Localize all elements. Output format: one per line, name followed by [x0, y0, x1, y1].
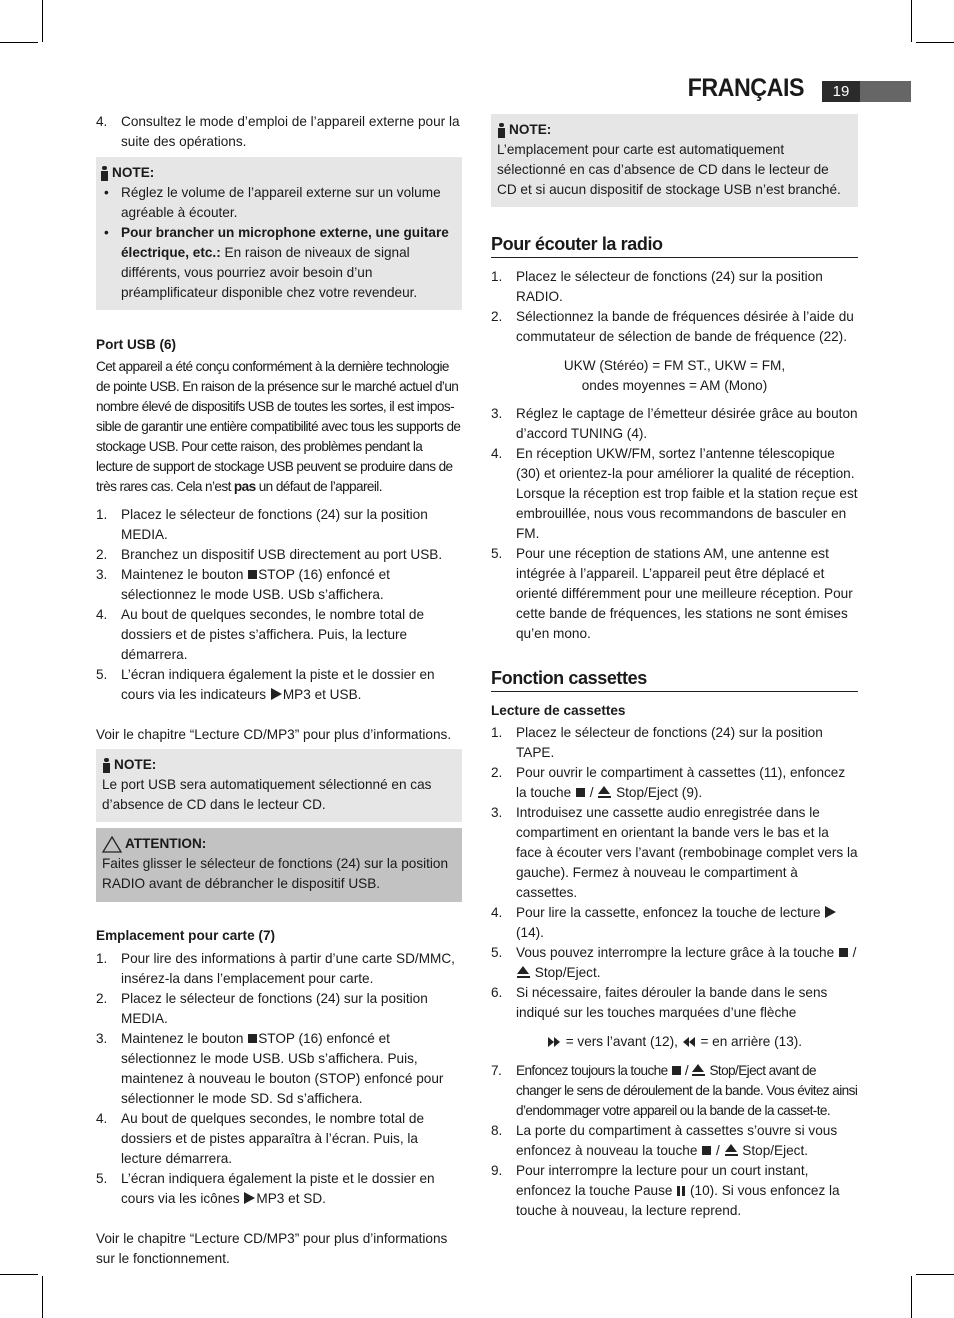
eject-icon — [725, 1144, 738, 1156]
direction-line: = vers l’avant (12), = en arrière (13). — [491, 1032, 858, 1052]
list-item: 1. Placez le sélecteur de fonctions (24) sur la position TAPE. — [491, 725, 823, 760]
warning-icon — [102, 836, 122, 853]
eject-icon — [598, 786, 611, 798]
stop-icon — [702, 1146, 711, 1155]
paragraph: Cet appareil a été conçu conformément à la dernière technologie de pointe USB. En raison de la présence sur le marché actuel d’un nombre élevé de dispositifs USB de toutes les sortes, il est impossible de garantir une entière compatibilité avec tous les supports de stockage USB. Pour cette raison, des problèmes pendant la lecture de support de stockage USB peuvent se produire dans de très rares cas. Cela n’est pas un défaut de l’appareil. — [96, 359, 461, 494]
list-item: 5. Pour une réception de stations AM, une antenne est intégrée à l’appareil. L’appareil peut être déplacé et orienté différemment pour une meilleure réception. Pour cette bande de fréquences, les stations ne sont émises qu’en mono. — [491, 546, 853, 641]
list-item: 4. Pour lire la cassette, enfoncez la touche de lecture (14). — [491, 903, 858, 943]
list-item: 2. Sélectionnez la bande de fréquences désirée à l’aide du commutateur de sélection de bande de fréquence (22). — [491, 309, 854, 344]
page-language-title: FRANÇAIS — [687, 74, 804, 102]
band-line: ondes moyennes = AM (Mono) — [581, 378, 768, 393]
section-subtitle: Port USB (6) — [96, 337, 177, 352]
stop-icon — [839, 948, 848, 957]
list-item: 7. Enfoncez toujours la touche / Stop/Eject avant de changer le sens de déroulement de la bande. Vous évitez ainsi d’endommager votre appareil ou la bande de la casset-te. — [491, 1063, 858, 1118]
crop-mark — [916, 1274, 954, 1275]
list-item: 3. Maintenez le bouton STOP (16) enfoncé et sélectionnez le mode USB. USb s’affichera. Puis, maintenez à nouveau le bouton (STOP) enfoncé pour sélectionner le mode SD. Sd s’affichera. — [96, 1031, 444, 1106]
note-box: NOTE: • Réglez le volume de l’appareil externe sur un volume agréable à écouter. • Pour brancher un microphone externe, une guitare électrique, etc.: En raison de niveaux de signal différents, vous pourriez avoir besoin d’un préamplificateur disponible chez votre revendeur. — [96, 157, 462, 310]
note-box: NOTE: L’emplacement pour carte est automatiquement sélectionné en cas d’absence de CD dans le lecteur de CD et si aucun dispositif de stockage USB n’est branché. — [491, 114, 858, 207]
stop-icon — [672, 1066, 681, 1075]
stop-icon — [248, 570, 257, 579]
eject-icon — [517, 966, 530, 978]
list-item: 5. Vous pouvez interrompre la lecture grâce à la touche / Stop/Eject. — [491, 945, 857, 980]
card-steps — [96, 949, 462, 1209]
radio-steps-continued — [491, 404, 858, 644]
eject-icon — [692, 1064, 705, 1076]
rewind-icon — [683, 1037, 696, 1047]
list-item: 3. Maintenez le bouton STOP (16) enfoncé et sélectionnez le mode USB. USb s’affichera. — [96, 567, 390, 602]
crop-mark — [42, 0, 43, 42]
crop-mark — [0, 42, 38, 43]
attention-box: ATTENTION: Faites glisser le sélecteur de fonctions (24) sur la position RADIO avant de débrancher le dispositif USB. — [96, 828, 462, 902]
note-box: NOTE: Le port USB sera automatiquement sélectionné en cas d’absence de CD dans le lecteur CD. — [96, 749, 462, 822]
list-item: 5. L’écran indiquera également la piste et le dossier en cours via les icônes MP3 et SD. — [96, 1171, 435, 1206]
list-item: 4. Consultez le mode d’emploi de l’appareil externe pour la suite des opérations. — [96, 114, 460, 149]
list-item: 2. Placez le sélecteur de fonctions (24) sur la position MEDIA. — [96, 991, 428, 1026]
right-column — [491, 114, 858, 1221]
list-item: 1. Placez le sélecteur de fonctions (24) sur la position MEDIA. — [96, 507, 428, 542]
crop-mark — [42, 1276, 43, 1318]
stop-icon — [248, 1034, 257, 1043]
paragraph: Voir le chapitre “Lecture CD/MP3” pour plus d’informations sur le fonctionnement. — [96, 1231, 448, 1266]
play-icon — [244, 1192, 255, 1204]
list-item: 5. L’écran indiquera également la piste et le dossier en cours via les indicateurs MP3 et USB. — [96, 667, 435, 702]
list-item: 1. Placez le sélecteur de fonctions (24) sur la position RADIO. — [491, 269, 823, 304]
fast-forward-icon — [548, 1037, 561, 1047]
list-item: 9. Pour interrompre la lecture pour un court instant, enfoncez la touche Pause (10). Si vous enfoncez la touche à nouveau, la lecture reprend. — [491, 1163, 840, 1218]
play-icon — [271, 688, 282, 700]
band-line: UKW (Stéréo) = FM ST., UKW = FM, — [563, 358, 786, 373]
crop-mark — [916, 42, 954, 43]
paragraph: Voir le chapitre “Lecture CD/MP3” pour plus d’informations. — [96, 727, 452, 742]
page-number: 19 — [822, 81, 860, 102]
info-icon — [102, 758, 111, 773]
list-item: 3. Réglez le captage de l’émetteur désirée grâce au bouton d’accord TUNING (4). — [491, 406, 858, 441]
aux-steps — [96, 112, 462, 152]
list-item: • Pour brancher un microphone externe, une guitare électrique, etc.: En raison de niveaux de signal différents, vous pourriez avoir besoin d’un préamplificateur disponible chez votre revendeur. — [100, 223, 456, 303]
info-icon — [497, 123, 506, 138]
left-column — [96, 112, 462, 1269]
section-title: Pour écouter la radio — [491, 232, 858, 258]
list-item: • Réglez le volume de l’appareil externe sur un volume agréable à écouter. — [100, 183, 456, 223]
radio-steps — [491, 267, 858, 347]
usb-steps — [96, 505, 462, 705]
section-subtitle: Emplacement pour carte (7) — [96, 928, 276, 943]
list-item: 6. Si nécessaire, faites dérouler la bande dans le sens indiqué sur les touches marquées d’une flèche — [491, 985, 828, 1020]
crop-mark — [911, 1276, 912, 1318]
list-item: 2. Branchez un dispositif USB directement au port USB. — [96, 547, 443, 562]
list-item: 4. Au bout de quelques secondes, le nombre total de dossiers et de pistes s’affichera. Puis, la lecture démarrera. — [96, 607, 425, 662]
pause-icon — [677, 1186, 685, 1196]
section-title: Fonction cassettes — [491, 666, 858, 692]
list-item: 3. Introduisez une cassette audio enregistrée dans le compartiment en orientant la bande vers le bas et la face à écouter vers l’avant (rembobinage complet vers la gauche). Fermez à nouveau le compartiment à cassettes. — [491, 805, 858, 900]
list-item: 1. Pour lire des informations à partir d’une carte SD/MMC, insérez-la dans l’emplacement pour carte. — [96, 951, 455, 986]
cassette-steps — [491, 723, 858, 1023]
list-item: 2. Pour ouvrir le compartiment à cassettes (11), enfoncez la touche / Stop/Eject (9). — [491, 765, 846, 800]
list-item: 4. En réception UKW/FM, sortez l’antenne télescopique (30) et orientez-la pour améliorer la qualité de réception. Lorsque la réception est trop faible et la station reçue est embrouillée, nous vous recommandons de basculer en FM. — [491, 446, 858, 541]
crop-mark — [0, 1274, 38, 1275]
cassette-steps-continued — [491, 1061, 858, 1221]
header-bar — [860, 81, 911, 102]
section-subtitle: Lecture de cassettes — [491, 703, 626, 718]
crop-mark — [911, 0, 912, 42]
play-icon — [825, 906, 836, 918]
info-icon — [100, 166, 109, 181]
list-item: 8. La porte du compartiment à cassettes s’ouvre si vous enfoncez à nouveau la touche / Stop/Eject. — [491, 1123, 838, 1158]
list-item: 4. Au bout de quelques secondes, le nombre total de dossiers et de pistes apparaîtra à l’écran. Puis, la lecture démarrera. — [96, 1111, 425, 1166]
stop-icon — [576, 788, 585, 797]
